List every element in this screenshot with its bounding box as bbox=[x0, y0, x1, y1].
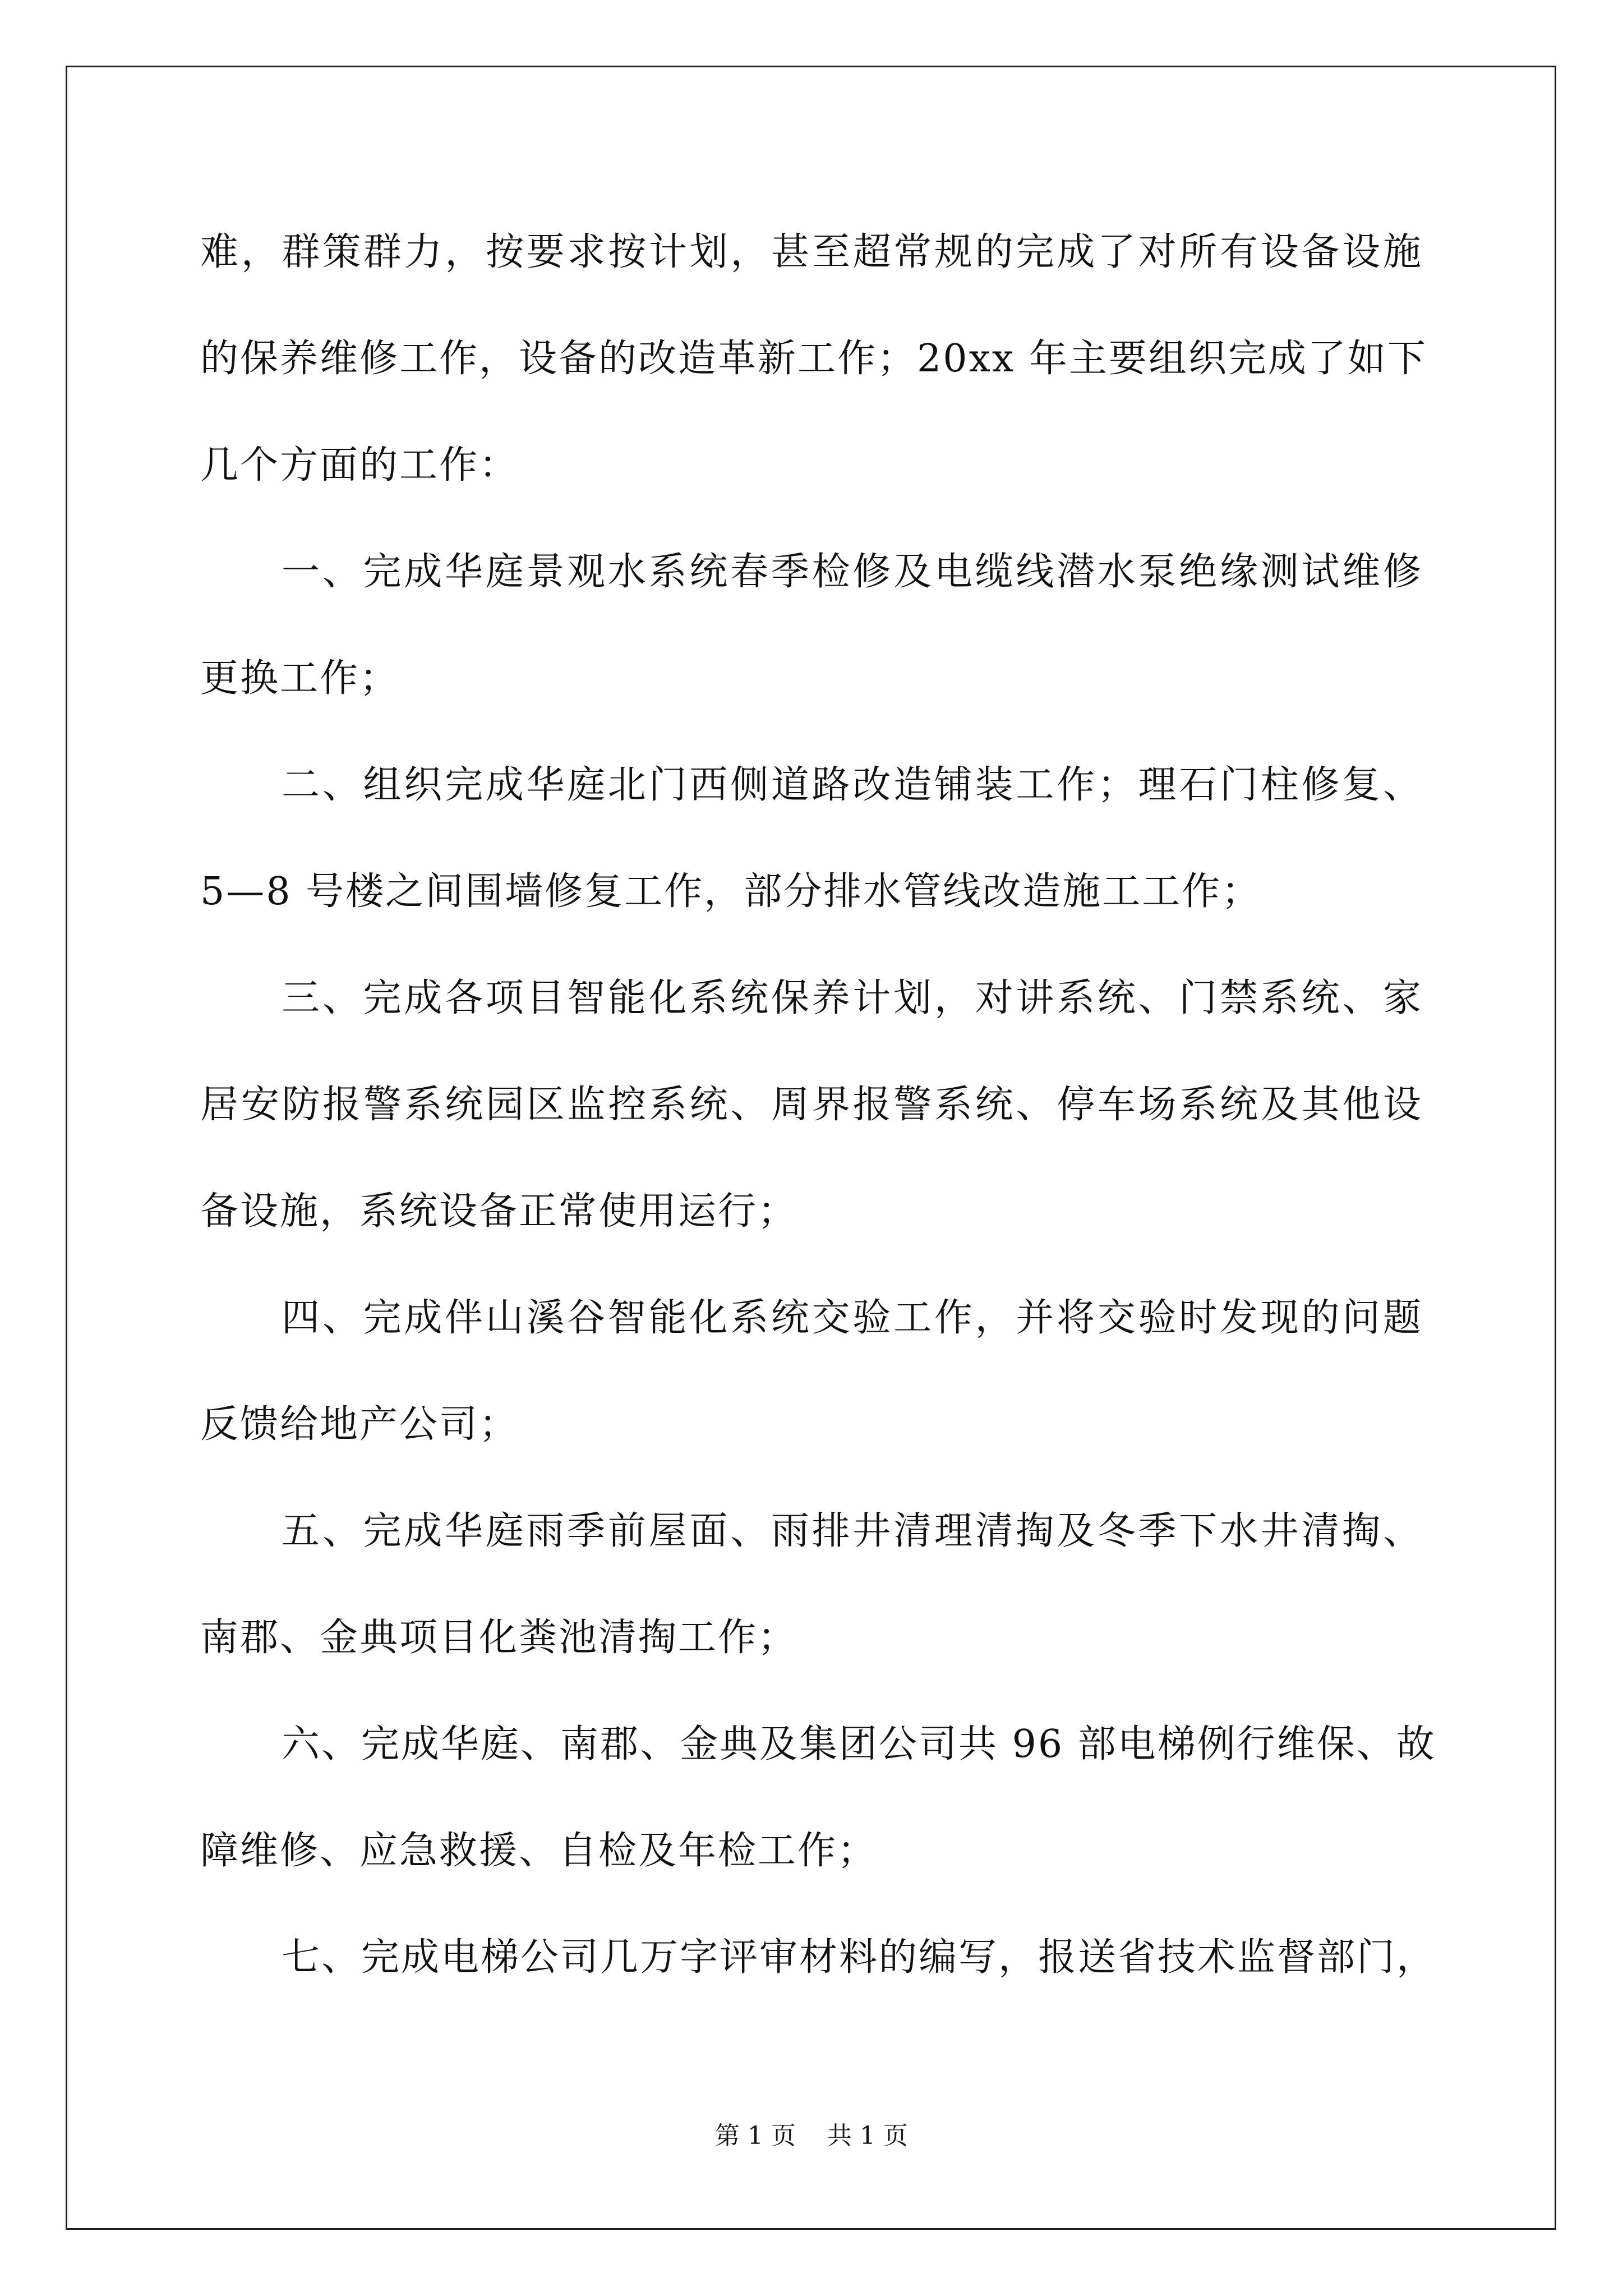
text-line: 五、完成华庭雨季前屋面、雨排井清理清掏及冬季下水井清掏、 bbox=[282, 1509, 1423, 1553]
text-line: 几个方面的工作： bbox=[200, 443, 519, 487]
text-line: 居安防报警系统园区监控系统、周界报警系统、停车场系统及其他设 bbox=[200, 1083, 1423, 1127]
text-line: 三、完成各项目智能化系统保养计划，对讲系统、门禁系统、家 bbox=[282, 976, 1423, 1020]
page-border bbox=[66, 66, 1556, 2230]
text-line: 七、完成电梯公司几万字评审材料的编写，报送省技术监督部门， bbox=[282, 1935, 1437, 1980]
text-line: 5—8 号楼之间围墙修复工作，部分排水管线改造施工工作； bbox=[200, 869, 1262, 914]
text-line: 六、完成华庭、南郡、金典及集团公司共 96 部电梯例行维保、故 bbox=[282, 1722, 1436, 1766]
text-line: 的保养维修工作，设备的改造革新工作；20xx 年主要组织完成了如下 bbox=[200, 337, 1427, 381]
text-line: 难，群策群力，按要求按计划，甚至超常规的完成了对所有设备设施 bbox=[200, 230, 1423, 274]
text-line: 备设施，系统设备正常使用运行； bbox=[200, 1189, 798, 1234]
text-line: 更换工作； bbox=[200, 656, 400, 701]
text-line: 二、组织完成华庭北门西侧道路改造铺装工作；理石门柱修复、 bbox=[282, 763, 1423, 807]
text-line: 南郡、金典项目化粪池清掏工作； bbox=[200, 1616, 798, 1660]
text-line: 反馈给地产公司； bbox=[200, 1402, 519, 1447]
page-footer: 第 1 页 共 1 页 bbox=[715, 2122, 908, 2150]
text-line: 障维修、应急救援、自检及年检工作； bbox=[200, 1829, 878, 1873]
text-line: 四、完成伴山溪谷智能化系统交验工作，并将交验时发现的问题 bbox=[282, 1296, 1423, 1340]
text-line: 一、完成华庭景观水系统春季检修及电缆线潜水泵绝缘测试维修 bbox=[282, 550, 1423, 594]
